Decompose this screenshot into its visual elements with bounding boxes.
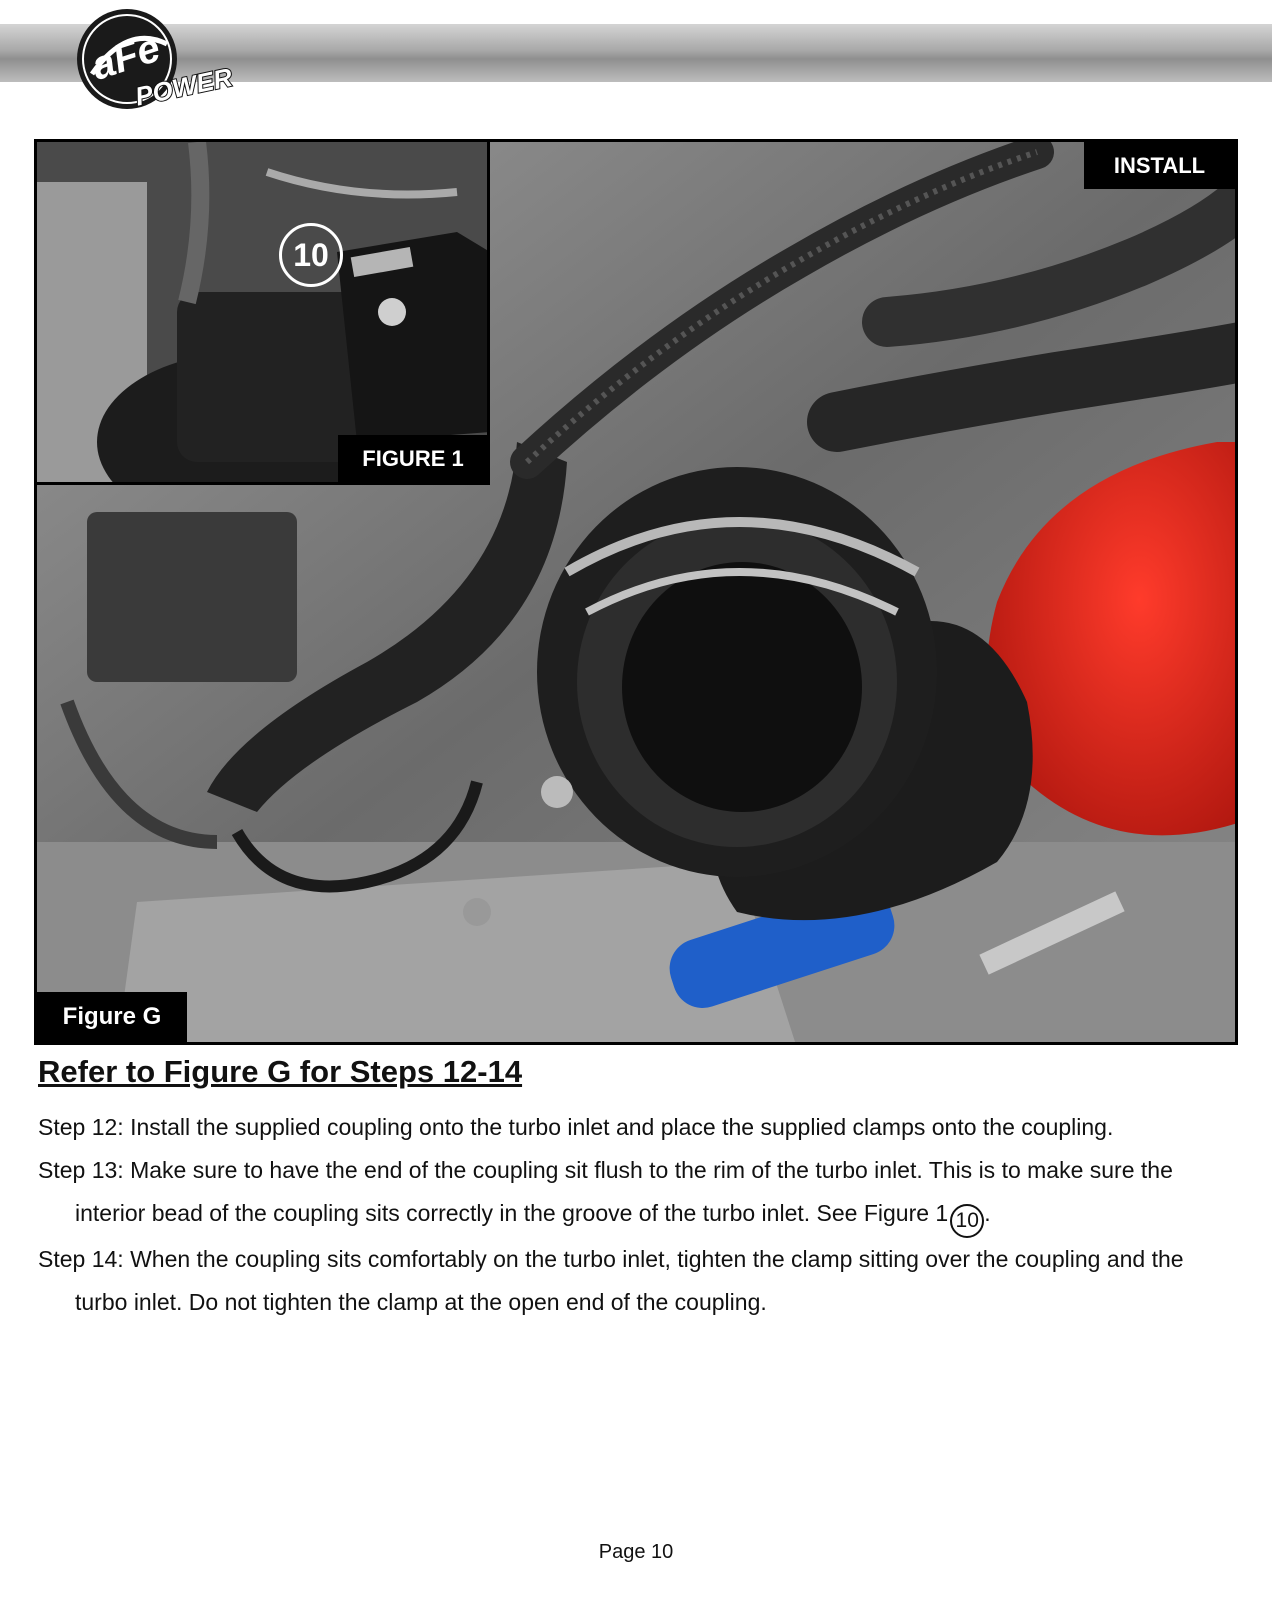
callout-10: 10 xyxy=(279,223,343,287)
figure-1-illustration xyxy=(37,142,490,485)
figure-1-inset xyxy=(37,142,490,485)
figure-1-label: FIGURE 1 xyxy=(338,435,488,482)
page-number: Page 10 xyxy=(598,1541,674,1563)
step-13 xyxy=(38,1149,1238,1238)
step-13-end: . xyxy=(984,1200,991,1226)
step-12: Step 12: Install the supplied coupling onto the turbo inlet and place the supplied clamps onto the coupling. xyxy=(38,1114,1114,1140)
callout-10-reference: 10 xyxy=(950,1204,984,1238)
step-13-text: Step 13: Make sure to have the end of the coupling sit flush to the rim of the turbo inlet. This is to make sure the interior bead of the coupling sits correctly in the groove of the turbo inlet. See Figure 1 xyxy=(38,1157,1173,1226)
figure-g-label: Figure G xyxy=(37,992,187,1042)
steps-list xyxy=(38,1106,1238,1324)
section-title: Refer to Figure G for Steps 12-14 xyxy=(38,1054,523,1089)
svg-text:aFe: aFe xyxy=(86,25,166,89)
install-tag: INSTALL xyxy=(1084,142,1235,189)
svg-text:POWER: POWER xyxy=(132,61,235,112)
figure-g-photo xyxy=(34,139,1238,1045)
step-14: Step 14: When the coupling sits comfortably on the turbo inlet, tighten the clamp sitting over the coupling and the turbo inlet. Do not tighten the clamp at the open end of the coupling. xyxy=(38,1246,1184,1315)
afe-power-logo xyxy=(72,4,252,114)
